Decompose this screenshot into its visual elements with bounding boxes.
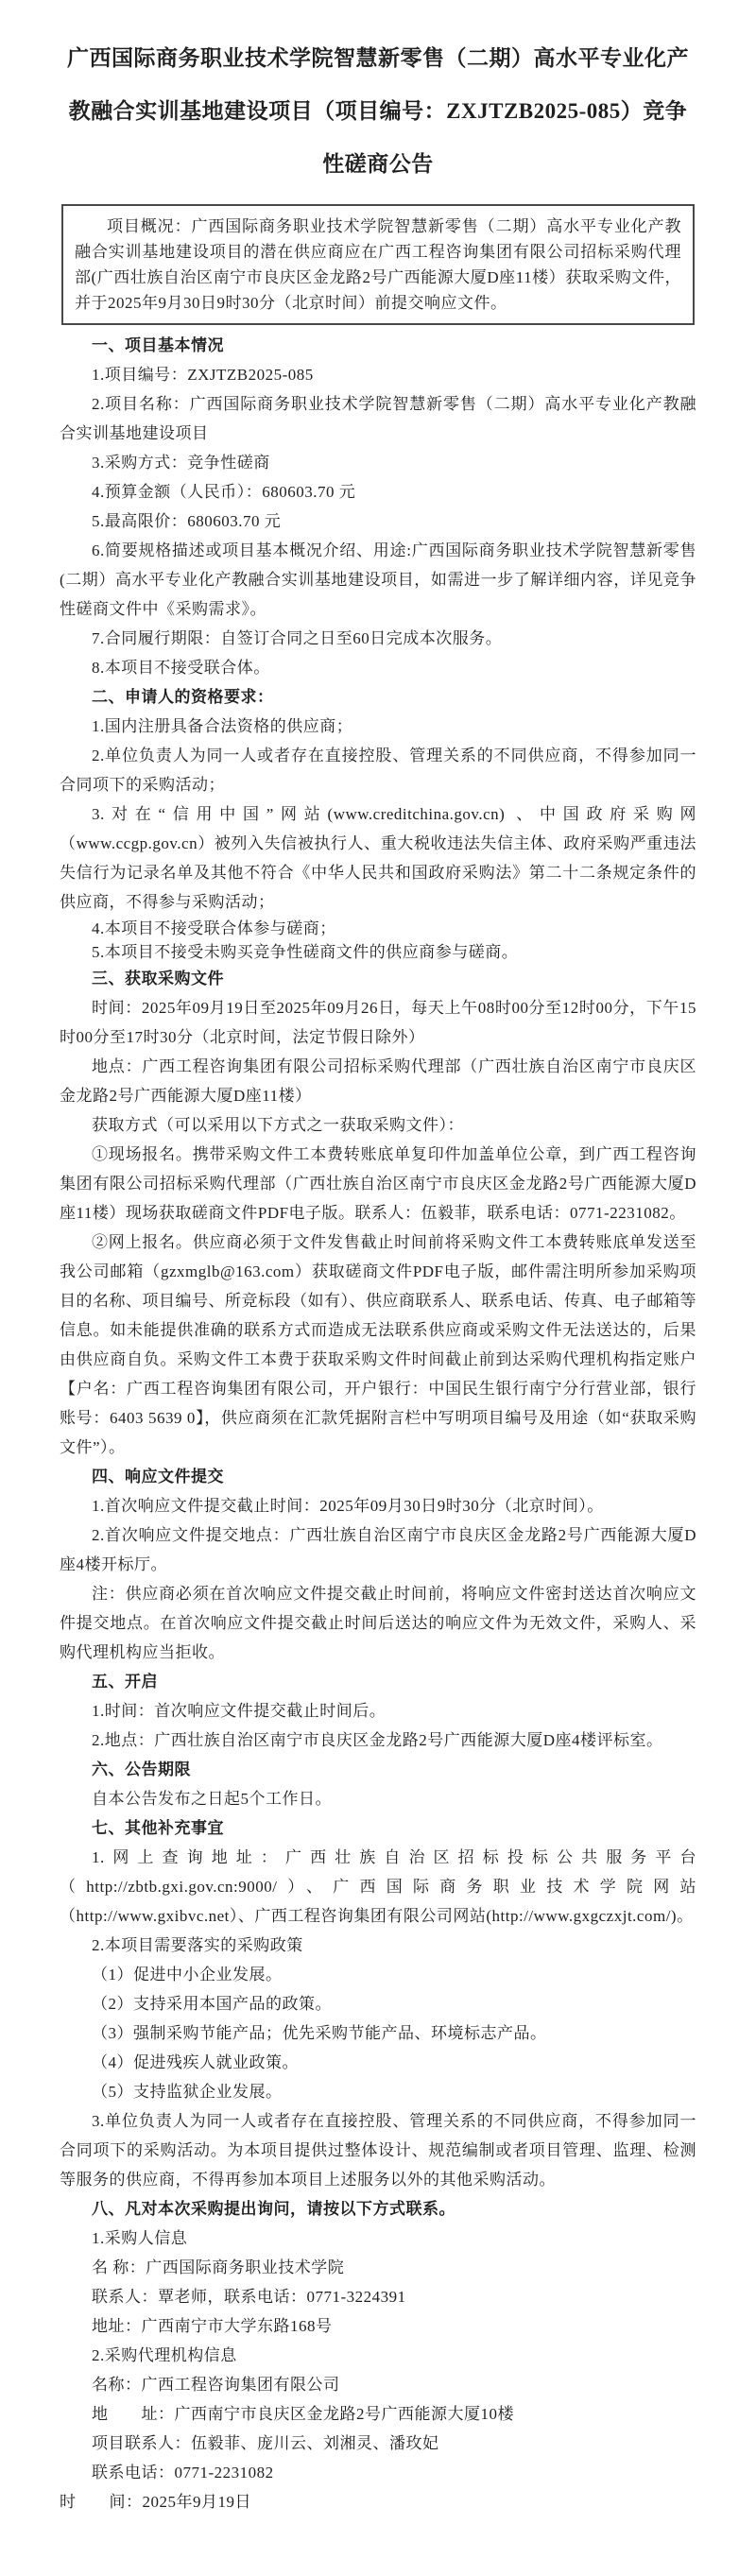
obtain-method-online: ②网上报名。供应商必须于文件发售截止时间前将采购文件工本费转账底单发送至我公司邮箱（gzxmglb@163.com）获取磋商文件PDF电子版，邮件需注明所参加采购项目的名称、项目编号、所竞标段（如有）、供应商联系人、联系电话、传真、电子邮箱等信息。如未能提供准确的联系方式而造成无法联系供应商或采购文件无法送达的，后果由供应商自负。采购文件工本费于获取采购文件时间截止前到达采购代理机构指定账户【户名：广西工程咨询集团有限公司，开户银行：中国民生银行南宁分行营业部，银行账号：6403 5639 0】，供应商须在汇款凭据附言栏中写明项目编号及用途（如“获取采购文件”）。 [60, 1233, 696, 1456]
max-price: 5.最高限价：680603.70 元 [92, 512, 282, 530]
agency-info-label: 2.采购代理机构信息 [92, 2346, 237, 2364]
section-6-heading: 六、公告期限 [92, 1760, 191, 1778]
qualification-item: 4.本项目不接受联合体参与磋商； [92, 919, 336, 937]
section-7-heading: 七、其他补充事宜 [92, 1819, 224, 1837]
opening-location: 2.地点：广西壮族自治区南宁市良庆区金龙路2号广西能源大厦D座4楼评标室。 [92, 1731, 663, 1749]
qualification-item: 3.对在“信用中国”网站(www.creditchina.gov.cn) 、中国政府采购网（www.ccgp.gov.cn）被列入失信被执行人、重大税收违法失信主体、政府采购严重违法失信行为记录名单及其他不符合《中华人民共和国政府采购法》第二十二条规定条件的供应商，不得参与采购活动； [60, 805, 696, 911]
submission-location: 2.首次响应文件提交地点：广西壮族自治区南宁市良庆区金龙路2号广西能源大厦D座4楼开标厅。 [60, 1526, 696, 1573]
announcement-period-text: 自本公告发布之日起5个工作日。 [92, 1790, 332, 1808]
section-other-matters [60, 1813, 696, 2194]
online-query-addresses: 1.网上查询地址：广西壮族自治区招标投标公共服务平台（http://zbtb.gxi.gov.cn:9000/）、广西国际商务职业技术学院网站（http://www.gxibvc.net）、广西工程咨询集团有限公司网站(http://www.gxgczxjt.com/)。 [60, 1848, 696, 1925]
obtain-time: 时间：2025年09月19日至2025年09月26日，每天上午08时00分至12时00分，下午15时00分至17时30分（北京时间，法定节假日除外） [60, 999, 696, 1046]
project-description: 6.简要规格描述或项目基本概况介绍、用途:广西国际商务职业技术学院智慧新零售(二期）高水平专业化产教融合实训基地建设项目，如需进一步了解详细内容，详见竞争性磋商文件中《采购需求》。 [60, 541, 696, 618]
purchaser-info-label: 1.采购人信息 [92, 2229, 188, 2247]
section-1-heading: 一、项目基本情况 [92, 336, 224, 354]
policy-item: （4）促进残疾人就业政策。 [92, 2053, 299, 2071]
announcement-date: 时 间：2025年9月19日 [60, 2493, 251, 2511]
section-opening [60, 1667, 696, 1755]
section-obtain-documents [60, 964, 696, 1462]
section-4-heading: 四、响应文件提交 [92, 1468, 224, 1485]
section-3-heading: 三、获取采购文件 [92, 970, 224, 987]
section-5-heading: 五、开启 [92, 1673, 158, 1691]
section-applicant-qualifications [60, 682, 696, 964]
section-8-heading: 八、凡对本次采购提出询问，请按以下方式联系。 [92, 2200, 455, 2218]
contract-period: 7.合同履行期限：自签订合同之日至60日完成本次服务。 [92, 629, 503, 647]
qualification-item: 2.单位负责人为同一人或者存在直接控股、管理关系的不同供应商，不得参加同一合同项下的采购活动； [60, 747, 696, 794]
purchaser-address: 地址：广西南宁市大学东路168号 [92, 2317, 333, 2335]
section-response-submission [60, 1462, 696, 1667]
page-title: 广西国际商务职业技术学院智慧新零售（二期）高水平专业化产教融合实训基地建设项目（项目编号：ZXJTZB2025-085）竞争性磋商公告 [67, 46, 689, 176]
section-2-heading: 二、申请人的资格要求： [92, 688, 274, 706]
agency-project-contacts: 项目联系人：伍毅菲、庞川云、刘湘灵、潘玫妃 [92, 2434, 439, 2452]
policy-item: （5）支持监狱企业发展。 [92, 2083, 283, 2101]
section-announcement-period [60, 1755, 696, 1813]
section-contact-info [60, 2194, 696, 2516]
no-consortium-note: 8.本项目不接受联合体。 [92, 659, 270, 677]
qualification-item: 1.国内注册具备合法资格的供应商； [92, 717, 353, 735]
qualification-item: 5.本项目不接受未购买竞争性磋商文件的供应商参与磋商。 [92, 943, 519, 961]
submission-deadline: 1.首次响应文件提交截止时间：2025年09月30日9时30分（北京时间）。 [92, 1497, 604, 1515]
budget-amount: 4.预算金额（人民币）：680603.70 元 [92, 483, 356, 501]
overview-text: 项目概况：广西国际商务职业技术学院智慧新零售（二期）高水平专业化产教融合实训基地建设项目的潜在供应商应在广西工程咨询集团有限公司招标采购代理部(广西壮族自治区南宁市良庆区金龙路2号广西能源大厦D座11楼）获取采购文件，并于2025年9月30日9时30分（北京时间）前提交响应文件。 [75, 217, 681, 312]
obtain-methods-intro: 获取方式（可以采用以下方式之一获取采购文件）： [92, 1116, 464, 1134]
obtain-method-onsite: ①现场报名。携带采购文件工本费转账底单复印件加盖单位公章，到广西工程咨询集团有限公司招标采购代理部（广西壮族自治区南宁市良庆区金龙路2号广西能源大厦D座11楼）现场获取磋商文件PDF电子版。联系人：伍毅菲，联系电话：0771-2231082。 [60, 1145, 696, 1222]
same-person-restriction: 3.单位负责人为同一人或者存在直接控股、管理关系的不同供应商，不得参加同一合同项下的采购活动。为本项目提供过整体设计、规范编制或者项目管理、监理、检测等服务的供应商，不得再参加本项目上述服务以外的其他采购活动。 [60, 2112, 696, 2189]
policy-item: （2）支持采用本国产品的政策。 [92, 1995, 332, 2013]
agency-phone: 联系电话：0771-2231082 [92, 2464, 274, 2482]
procurement-method: 3.采购方式：竞争性磋商 [92, 454, 270, 472]
policy-item: （1）促进中小企业发展。 [92, 1966, 283, 1984]
opening-time: 1.时间：首次响应文件提交截止时间后。 [92, 1702, 387, 1720]
purchaser-name: 名 称：广西国际商务职业技术学院 [92, 2258, 345, 2276]
agency-name: 名称：广西工程咨询集团有限公司 [92, 2376, 340, 2394]
procurement-policies-intro: 2.本项目需要落实的采购政策 [92, 1936, 303, 1954]
agency-address: 地 址：广西南宁市良庆区金龙路2号广西能源大厦10楼 [92, 2405, 514, 2423]
obtain-location: 地点：广西工程咨询集团有限公司招标采购代理部（广西壮族自治区南宁市良庆区金龙路2号广西能源大厦D座11楼） [60, 1057, 696, 1105]
policy-item: （3）强制采购节能产品；优先采购节能产品、环境标志产品。 [92, 2024, 547, 2042]
section-basic-info [60, 331, 696, 682]
submission-note: 注：供应商必须在首次响应文件提交截止时间前，将响应文件密封送达首次响应文件提交地点。在首次响应文件提交截止时间后送达的响应文件为无效文件，采购人、采购代理机构应当拒收。 [60, 1585, 696, 1661]
overview-box [61, 204, 695, 325]
project-name: 2.项目名称：广西国际商务职业技术学院智慧新零售（二期）高水平专业化产教融合实训基地建设项目 [60, 395, 696, 442]
project-number: 1.项目编号：ZXJTZB2025-085 [92, 366, 314, 384]
purchaser-contact: 联系人：覃老师，联系电话：0771-3224391 [92, 2288, 406, 2306]
